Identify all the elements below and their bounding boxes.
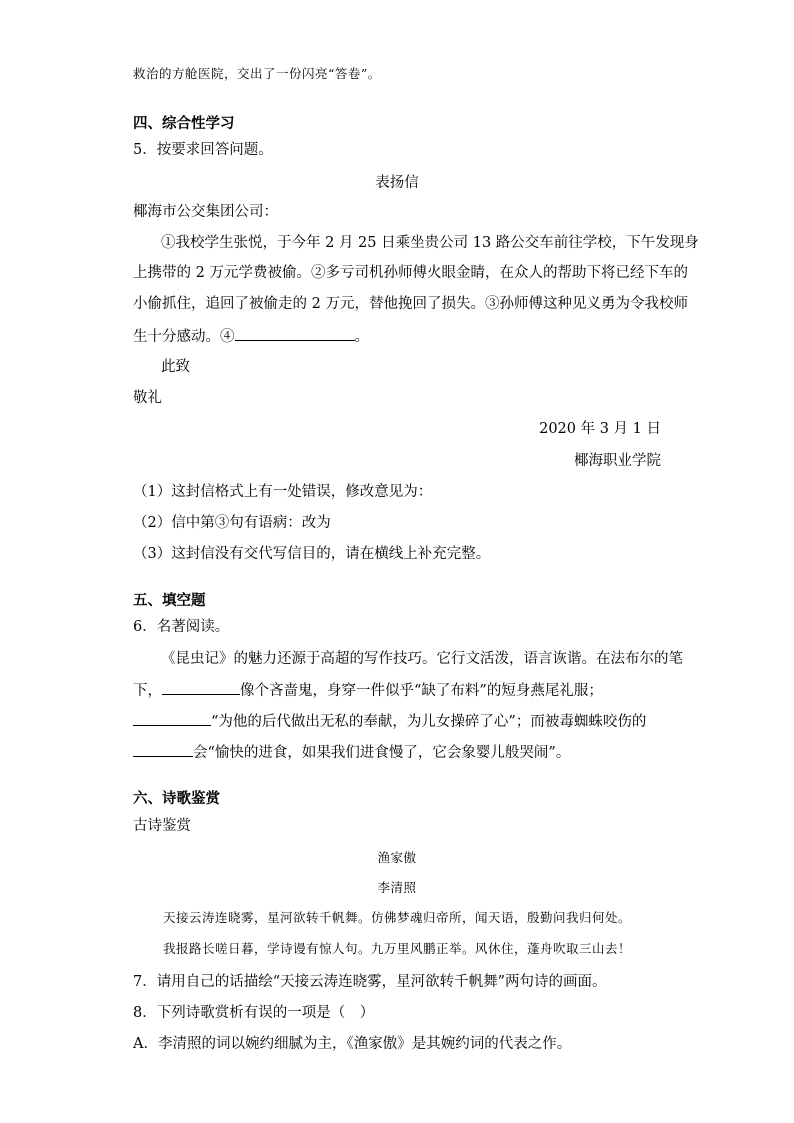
reading-text: 会“愉快的进食，如果我们进食慢了，它会象婴儿般哭闹”。 [193,745,571,761]
letter-body-text: 。 [354,329,369,345]
letter-body-line [133,326,369,347]
reading-text: 像个吝啬鬼，身穿一件似乎“缺了布料”的短身燕尾礼服； [240,683,603,699]
reading-text-line [133,711,646,732]
letter-title: 表扬信 [375,175,419,191]
sub-question-1: （1）这封信格式上有一处错误，修改意见为： [133,484,433,500]
question-7-prompt: 7．请用自己的话描绘“天接云涛连晓雾，星河欲转千帆舞”两句诗的画面。 [133,974,607,990]
letter-date: 2020 年 3 月 1 日 [539,421,661,437]
continued-text-line: 救治的方舱医院，交出了一份闪亮“答卷”。 [133,66,381,81]
reading-text: “为他的后代做出无私的奉献，为儿女操碎了心”；而被毒蜘蛛咬伤的 [211,714,647,730]
question-5-prompt: 5．按要求回答问题。 [133,142,273,158]
reading-text-line: 《昆虫记》的魅力还源于高超的写作技巧。它行文活泼，语言诙谐。在法布尔的笔 [161,651,683,667]
answer-blank[interactable] [162,680,240,695]
question-6-prompt: 6．名著阅读。 [133,619,230,635]
poem-line: 天接云涛连晓雾，星河欲转千帆舞。仿佛梦魂归帝所，闻天语，殷勤问我归何处。 [162,910,631,925]
letter-signer: 椰海职业学院 [574,453,661,469]
sub-question-2: （2）信中第③句有语病：改为 [133,515,331,531]
letter-body-line: 小偷抓住，追回了被偷走的 2 万元，替他挽回了损失。③孙师傅这种见义勇为令我校师 [133,296,688,312]
reading-text: 下， [133,683,162,699]
reading-text-line [133,680,603,701]
question-8-option-a[interactable]: A．李清照的词以婉约细腻为主，《渔家傲》是其婉约词的代表之作。 [133,1036,572,1052]
letter-salutation: 椰海市公交集团公司： [133,204,278,220]
answer-blank[interactable] [133,742,193,757]
section-heading-comprehensive-learning: 四、综合性学习 [133,115,235,132]
section-heading-poetry: 六、诗歌鉴赏 [133,790,220,807]
poem-author: 李清照 [377,880,417,895]
question-8-prompt: 8．下列诗歌赏析有误的一项是（ ） [133,1005,375,1021]
sub-question-3: （3）这封信没有交代写信目的，请在横线上补充完整。 [133,546,491,562]
answer-blank[interactable] [235,326,355,341]
poem-title: 渔家傲 [377,850,417,865]
section-heading-fill-in: 五、填空题 [133,592,206,609]
letter-body-text: 生十分感动。④ [133,329,235,345]
poem-line: 我报路长嗟日暮，学诗谩有惊人句。九万里风鹏正举。风休住，蓬舟吹取三山去！ [162,941,631,956]
letter-closing-jingli: 敬礼 [133,390,162,406]
reading-text-line [133,742,570,763]
letter-closing-cizhi: 此致 [161,359,190,375]
answer-blank[interactable] [133,711,211,726]
letter-body-line: 上携带的 2 万元学费被偷。②多亏司机孙师傅火眼金睛，在众人的帮助下将已经下车的 [133,265,688,281]
poetry-subheading: 古诗鉴赏 [133,818,191,834]
letter-body-line: ①我校学生张悦，于今年 2 月 25 日乘坐贵公司 13 路公交车前往学校，下午发现身 [161,235,699,251]
